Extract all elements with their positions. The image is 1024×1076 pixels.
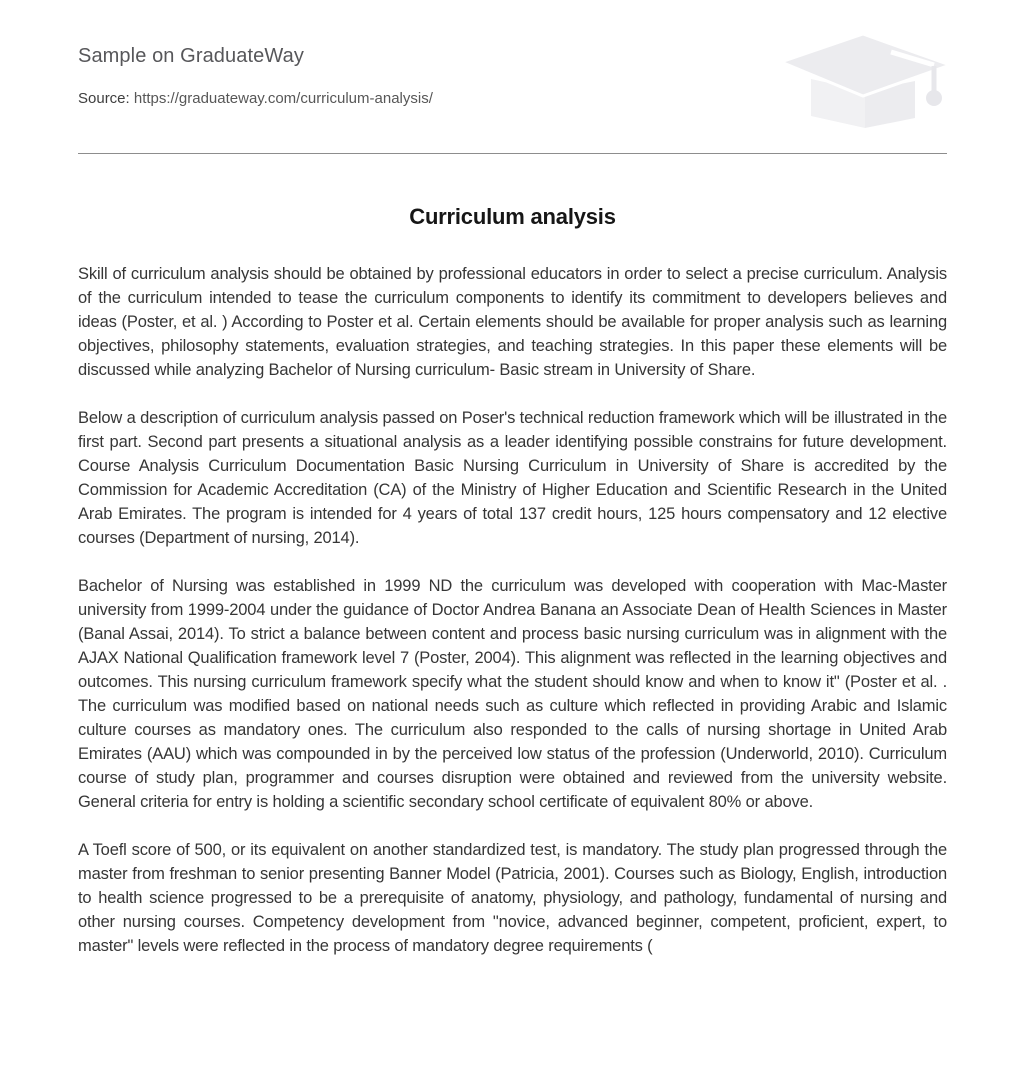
article-paragraph: Skill of curriculum analysis should be obtained by professional educators in order to select a precise curriculum. Analysis of the curriculum intended to tease the curriculum components to identify its commitment to developers believes and ideas (Poster, et al. ) According to Poster et al. Certain elements should be available for proper analysis such as learning objectives, philosophy statements, evaluation strategies, and teaching strategies. In this paper these elements will be discussed while analyzing Bachelor of Nursing curriculum- Basic stream in University of Share. xyxy=(78,265,947,379)
article-paragraph: A Toefl score of 500, or its equivalent on another standardized test, is mandatory. The study plan progressed through the master from freshman to senior presenting Banner Model (Patricia, 2001). Courses such as Biology, English, introduction to health science progressed to be a prerequisite of anatomy, physiology, and pathology, fundamental of nursing and other nursing courses. Competency development from "novice, advanced beginner, competent, proficient, expert, to master" levels were reflected in the process of mandatory degree requirements ( xyxy=(78,841,947,955)
article-body xyxy=(78,262,947,982)
article-paragraph: Bachelor of Nursing was established in 1999 ND the curriculum was developed with cooperation with Mac-Master university from 1999-2004 under the guidance of Doctor Andrea Banana an Associate Dean of Health Sciences in Master (Banal Assai, 2014). To strict a balance between content and process basic nursing curriculum was in alignment with the AJAX National Qualification framework level 7 (Poster, 2004). This alignment was reflected in the learning objectives and outcomes. This nursing curriculum framework specify what the student should know and when to know it" (Poster et al. . The curriculum was modified based on national needs such as culture which reflected in providing Arabic and Islamic culture courses as mandatory ones. The curriculum also responded to the calls of nursing shortage in United Arab Emirates (AAU) which was compounded in by the perceived low status of the profession (Underworld, 2010). Curriculum course of study plan, programmer and courses disruption were obtained and reviewed from the university website. General criteria for entry is holding a scientific secondary school certificate of equivalent 80% or above. xyxy=(78,577,947,811)
article-paragraph: Below a description of curriculum analysis passed on Poser's technical reduction framework which will be illustrated in the first part. Second part presents a situational analysis as a leader identifying possible constrains for future development. Course Analysis Curriculum Documentation Basic Nursing Curriculum in University of Share is accredited by the Commission for Academic Accreditation (CA) of the Ministry of Higher Education and Scientific Research in the United Arab Emirates. The program is intended for 4 years of total 137 credit hours, 125 hours compensatory and 12 elective courses (Department of nursing, 2014). xyxy=(78,409,947,547)
graduation-cap-icon xyxy=(778,22,958,137)
source-line xyxy=(78,90,433,107)
source-url: https://graduateway.com/curriculum-analysis/ xyxy=(133,90,433,107)
divider-rule xyxy=(78,153,947,154)
document-title: Curriculum analysis xyxy=(409,204,616,229)
source-label: Source: xyxy=(78,90,130,107)
site-label: Sample on GraduateWay xyxy=(78,45,304,67)
